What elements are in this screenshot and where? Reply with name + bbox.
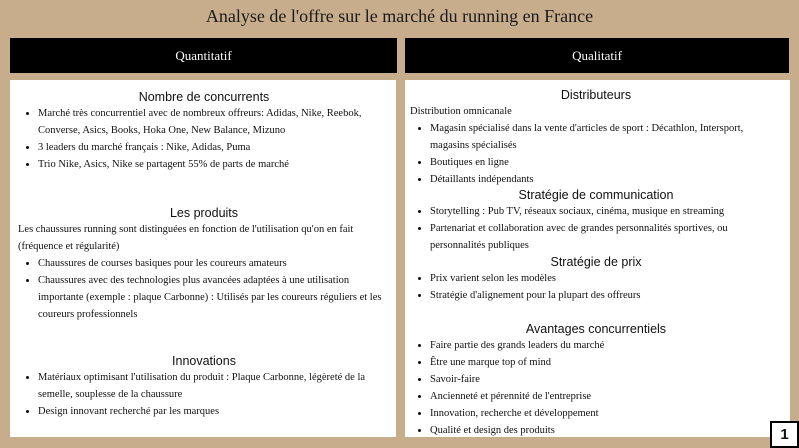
- page-title: Analyse de l'offre sur le marché du running en France: [205, 6, 594, 26]
- produits-intro: Les chaussures running sont distinguées en fonction de l'utilisation qu'on en fait (fréquence et régularité): [18, 224, 354, 252]
- quantitatif-header-label: Quantitatif: [175, 47, 232, 63]
- list-item: • Détaillants indépendants: [430, 171, 782, 188]
- page-number: [770, 421, 799, 448]
- list-item: • Qualité et design des produits: [430, 422, 782, 439]
- produits-heading: Les produits: [169, 206, 239, 220]
- avantages-heading: Avantages concurrentiels: [525, 322, 667, 336]
- list-item: • Boutiques en ligne: [430, 154, 782, 171]
- list-item: • Design innovant recherché par les marques: [38, 403, 390, 420]
- list-item: • Marché très concurrentiel avec de nombreux offreurs: Adidas, Nike, Reebok, Converse, Asics, Books, Hoka One, New Balance, Mizuno: [38, 105, 390, 139]
- concurrents-list: [18, 105, 390, 173]
- concurrents-heading: Nombre de concurrents: [138, 90, 270, 104]
- communication-list: [410, 203, 782, 254]
- list-item: • Trio Nike, Asics, Nike se partagent 55% de parts de marché: [38, 156, 390, 173]
- qualitatif-panel: [405, 80, 790, 437]
- page-number-label: 1: [780, 426, 789, 443]
- prix-section: [410, 254, 782, 304]
- communication-heading: Stratégie de communication: [518, 188, 674, 202]
- list-item: • Innovation, recherche et développement: [430, 405, 782, 422]
- innovations-section: [18, 353, 390, 420]
- distributeurs-section: [410, 87, 782, 188]
- list-item: • Chaussures de courses basiques pour les coureurs amateurs: [38, 255, 390, 272]
- innovations-heading: Innovations: [172, 354, 236, 368]
- list-item: • Savoir-faire: [430, 371, 782, 388]
- list-item: • Partenariat et collaboration avec de grandes personnalités sportives, ou personnalités publiques: [430, 220, 782, 254]
- list-item: • Storytelling : Pub TV, réseaux sociaux, cinéma, musique en streaming: [430, 203, 782, 220]
- quantitatif-header: [10, 38, 397, 73]
- distributeurs-heading: Distributeurs: [560, 88, 632, 102]
- concurrents-section: [18, 89, 390, 173]
- list-item: • Ancienneté et pérennité de l'entreprise: [430, 388, 782, 405]
- list-item: • Chaussures avec des technologies plus avancées adaptées à une utilisation importante (exemple : plaque Carbonne) : Utilisés par les coureurs réguliers et les coureurs professionnels: [38, 272, 390, 323]
- list-item: • Faire partie des grands leaders du marché: [430, 337, 782, 354]
- list-item: • Magasin spécialisé dans la vente d'articles de sport : Décathlon, Intersport, magasins spécialisés: [430, 120, 782, 154]
- produits-list: [18, 255, 390, 323]
- innovations-list: [18, 369, 390, 420]
- prix-list: [410, 270, 782, 304]
- qualitatif-header-label: Qualitatif: [572, 47, 622, 63]
- qualitatif-header: [405, 38, 789, 73]
- quantitatif-panel: [10, 80, 396, 437]
- distributeurs-intro: Distribution omnicanale: [410, 106, 512, 117]
- communication-section: [410, 187, 782, 254]
- produits-section: [18, 205, 390, 323]
- prix-heading: Stratégie de prix: [550, 255, 642, 269]
- avantages-list: [410, 337, 782, 439]
- list-item: • Matériaux optimisant l'utilisation du produit : Plaque Carbonne, légèreté de la semelle, souplesse de la chaussure: [38, 369, 390, 403]
- list-item: • Stratégie d'alignement pour la plupart des offreurs: [430, 287, 782, 304]
- list-item: • 3 leaders du marché français : Nike, Adidas, Puma: [38, 139, 390, 156]
- avantages-section: [410, 321, 782, 439]
- list-item: • Être une marque top of mind: [430, 354, 782, 371]
- list-item: • Prix varient selon les modèles: [430, 270, 782, 287]
- distributeurs-list: [410, 120, 782, 188]
